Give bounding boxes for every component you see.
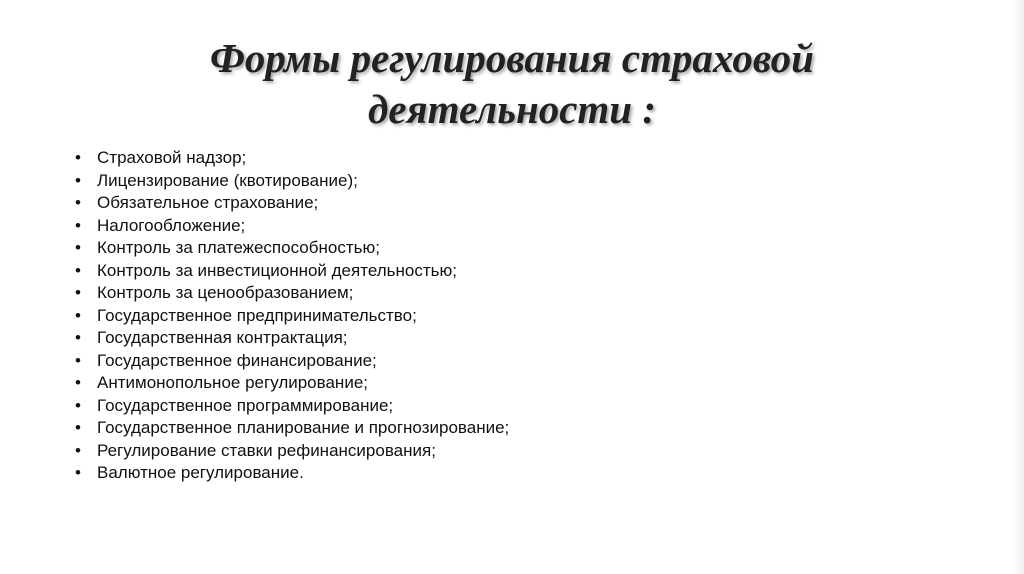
list-item-text: Регулирование ставки рефинансирования; [97, 440, 436, 460]
list-item [75, 417, 509, 440]
list-item-text: Государственная контрактация; [97, 328, 348, 347]
bullet-icon: • [75, 440, 81, 460]
list-item-text: Государственное программирование; [97, 395, 394, 415]
list-item [75, 327, 509, 350]
list-item [75, 282, 509, 305]
bullet-icon: • [75, 238, 81, 257]
bullet-icon: • [75, 215, 81, 235]
list-item [75, 260, 509, 283]
list-item [75, 372, 509, 395]
list-item [75, 462, 509, 485]
bullet-icon: • [75, 193, 81, 212]
bullet-icon: • [75, 373, 81, 392]
list-item [75, 215, 509, 238]
bullet-icon: • [75, 170, 81, 190]
list-item [75, 305, 509, 328]
list-item [75, 147, 509, 170]
list-item [75, 350, 509, 373]
bullet-icon: • [75, 260, 81, 280]
bullet-icon: • [75, 283, 81, 302]
list-item-text: Контроль за инвестиционной деятельностью; [97, 260, 457, 280]
list-item-text: Контроль за ценообразованием; [97, 283, 354, 302]
list-item-text: Валютное регулирование. [97, 463, 304, 482]
list-item-text: Государственное предпринимательство; [97, 305, 417, 325]
slide-title-line-2: деятельности : [367, 86, 657, 132]
bullet-icon: • [75, 463, 81, 482]
list-item [75, 395, 509, 418]
bullet-icon: • [75, 418, 81, 437]
slide-title [100, 33, 924, 135]
list-item [75, 440, 509, 463]
list-item-text: Лицензирование (квотирование); [97, 170, 358, 190]
bullet-list [75, 147, 509, 485]
list-item-text: Страховой надзор; [97, 148, 247, 167]
list-item [75, 192, 509, 215]
bullet-icon: • [75, 395, 81, 415]
list-item-text: Государственное финансирование; [97, 350, 377, 370]
list-item-text: Антимонопольное регулирование; [97, 373, 368, 392]
list-item-text: Государственное планирование и прогнозирование; [97, 418, 510, 437]
list-item [75, 170, 509, 193]
list-item [75, 237, 509, 260]
list-item-text: Налогообложение; [97, 215, 246, 235]
bullet-icon: • [75, 148, 81, 167]
slide-edge-shadow [1012, 0, 1024, 574]
slide-title-line-1: Формы регулирования страховой [210, 35, 814, 81]
bullet-icon: • [75, 328, 81, 347]
list-item-text: Контроль за платежеспособностью; [97, 238, 380, 257]
bullet-icon: • [75, 350, 81, 370]
list-item-text: Обязательное страхование; [97, 193, 319, 212]
bullet-icon: • [75, 305, 81, 325]
